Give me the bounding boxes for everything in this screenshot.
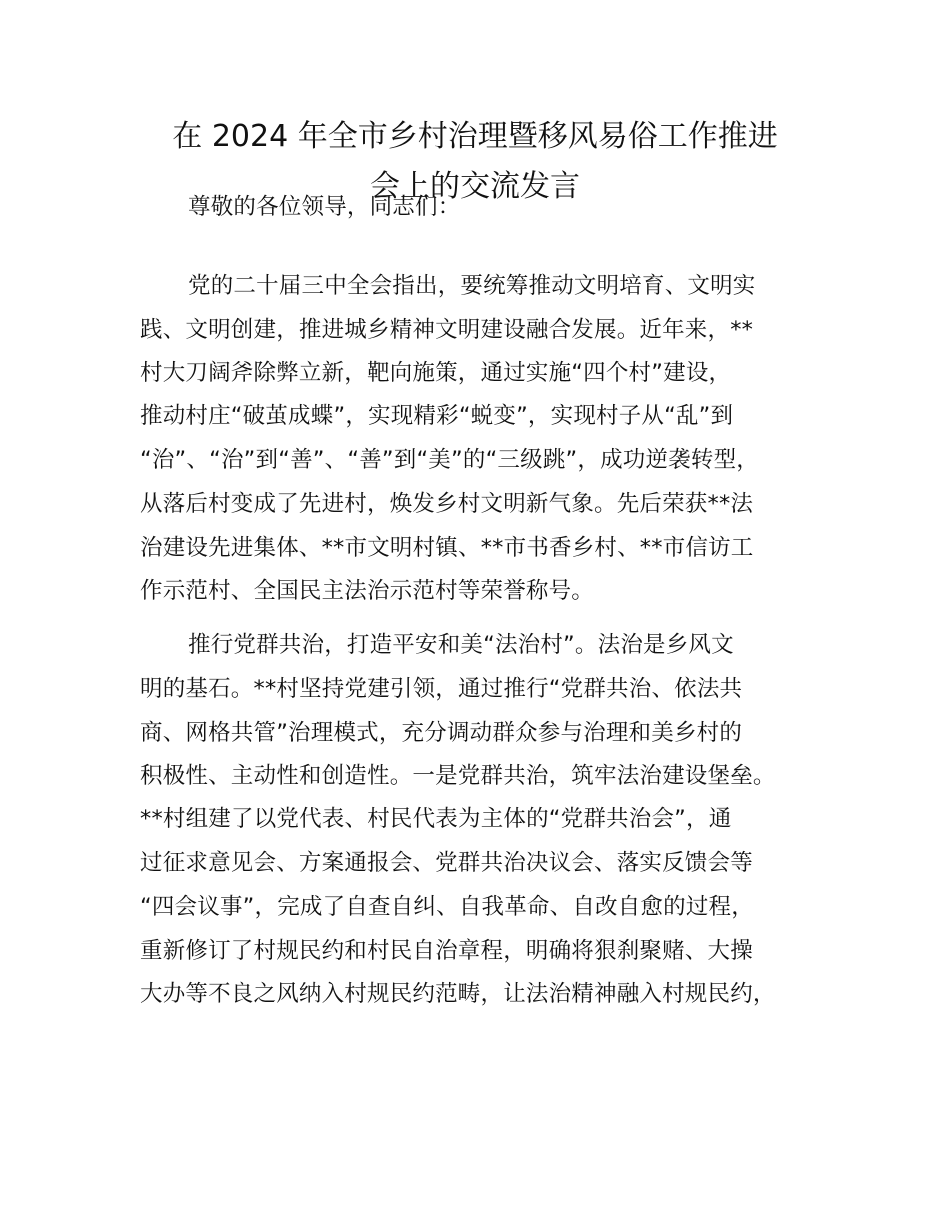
paragraph-line: 商、网格共管”治理模式，充分调动群众参与治理和美乡村的 xyxy=(140,720,743,746)
paragraph-line: 党的二十届三中全会指出，要统筹推动文明培育、文明实 xyxy=(188,273,756,299)
paragraph-line: 村大刀阔斧除弊立新，靶向施策，通过实施“四个村”建设， xyxy=(140,360,732,386)
paragraph-line: 明的基石。**村坚持党建引领，通过推行“党群共治、依法共 xyxy=(140,676,743,702)
paragraph-line: 推行党群共治，打造平安和美“法治村”。法治是乡风文 xyxy=(188,632,734,658)
salutation: 尊敬的各位领导，同志们： xyxy=(188,194,461,220)
paragraph-line: 治建设先进集体、**市文明村镇、**市书香乡村、**市信访工 xyxy=(140,535,754,561)
paragraph-line: 大办等不良之风纳入村规民约范畴，让法治精神融入村规民约， xyxy=(140,981,776,1007)
paragraph-line: 过征求意见会、方案通报会、党群共治决议会、落实反馈会等 xyxy=(140,850,753,876)
paragraph-line: 作示范村、全国民主法治示范村等荣誉称号。 xyxy=(140,578,595,604)
paragraph-line: 从落后村变成了先进村，焕发乡村文明新气象。先后荣获**法 xyxy=(140,491,754,517)
title-line-2: 会上的交流发言 xyxy=(370,169,580,204)
paragraph-line: 推动村庄“破茧成蝶”，实现精彩“蜕变”，实现村子从“乱”到 xyxy=(140,403,734,429)
paragraph-line: 践、文明创建，推进城乡精神文明建设融合发展。近年来，** xyxy=(140,317,754,343)
paragraph-line: 重新修订了村规民约和村民自治章程，明确将狠刹聚赌、大操 xyxy=(140,938,753,964)
paragraph-line: 积极性、主动性和创造性。一是党群共治，筑牢法治建设堡垒。 xyxy=(140,763,776,789)
title-line-1: 在 2024 年全市乡村治理暨移风易俗工作推进 xyxy=(172,119,778,154)
paragraph-line: “治”、“治”到“善”、“善”到“美”的“三级跳”，成功逆袭转型， xyxy=(140,447,759,473)
paragraph-line: **村组建了以党代表、村民代表为主体的“党群共治会”，通 xyxy=(140,806,732,832)
paragraph-line: “四会议事”，完成了自查自纠、自我革命、自改自愈的过程， xyxy=(140,894,754,920)
